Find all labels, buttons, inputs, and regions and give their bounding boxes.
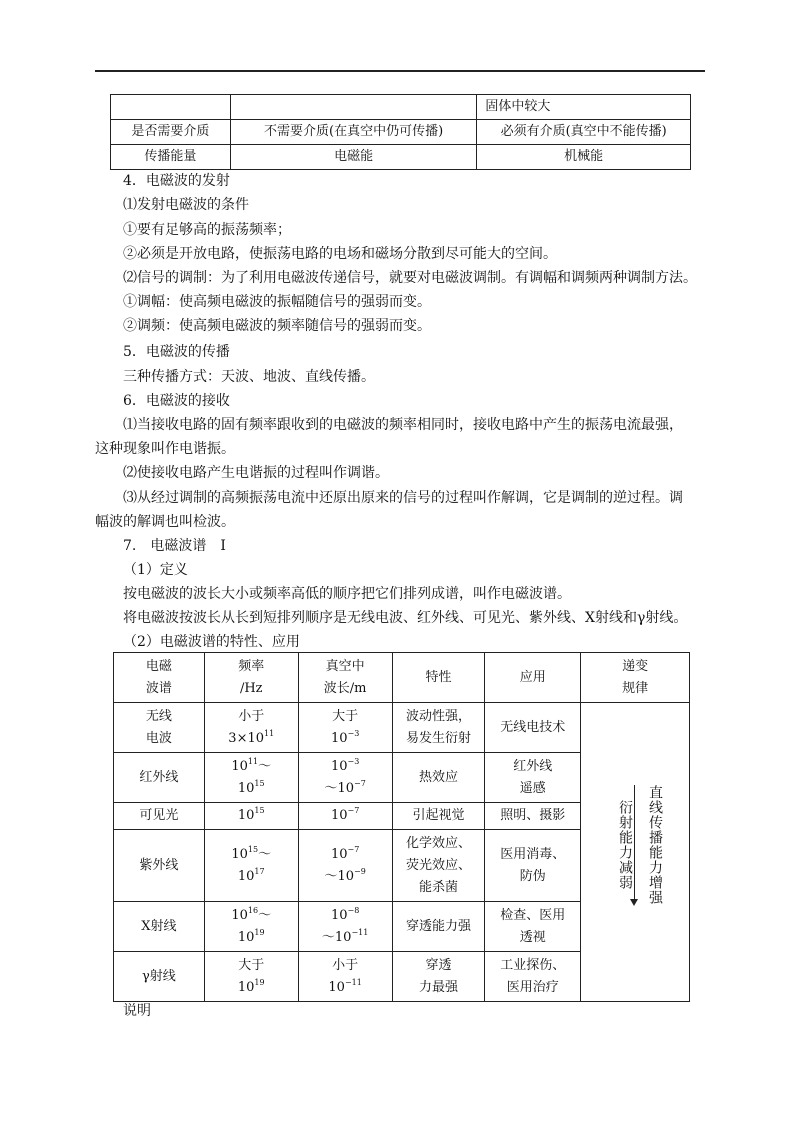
paragraph: 幅波的解调也叫检波。	[95, 514, 235, 530]
wavelength-cell: 大于 $10^{-3}$	[298, 703, 392, 753]
paragraph: 按电磁波的波长大小或频率高低的顺序把它们排列成谱，叫作电磁波谱。	[123, 586, 571, 602]
property-cell: 穿透能力强	[392, 902, 485, 952]
property-cell: 化学效应、 荧光效应、 能杀菌	[392, 830, 485, 902]
application-cell: 医用消毒、 防伪	[485, 830, 581, 902]
table-cell: 必须有介质(真空中不能传播)	[477, 120, 691, 145]
frequency-cell: $10^{15}$	[204, 803, 298, 830]
table-cell: 不需要介质(在真空中仍可传播)	[230, 120, 477, 145]
wave-name-cell: γ射线	[114, 952, 205, 1002]
property-cell: 热效应	[392, 753, 485, 803]
paragraph: ⑵使接收电路产生电谐振的过程叫作调谐。	[123, 465, 389, 481]
table-row	[111, 120, 691, 145]
wavelength-cell: $10^{-7}$ $\sim 10^{-9}$	[298, 830, 392, 902]
section-title: 6．电磁波的接收	[123, 393, 230, 409]
header-cell: 频率 /Hz	[204, 653, 298, 703]
table-cell	[230, 95, 477, 120]
application-cell: 照明、摄影	[485, 803, 581, 830]
wave-name-cell: 无线 电波	[114, 703, 205, 753]
paragraph: ②调频：使高频电磁波的频率随信号的强弱而变。	[123, 318, 431, 334]
table-row	[111, 145, 691, 170]
paragraph: ②必须是开放电路，使振荡电路的电场和磁场分散到尽可能大的空间。	[123, 246, 557, 262]
paragraph: 这种现象叫作电谐振。	[95, 441, 235, 457]
table-cell: 机械能	[477, 145, 691, 170]
header-cell: 真空中 波长/m	[298, 653, 392, 703]
subsection-title: （2）电磁波谱的特性、应用	[123, 634, 300, 650]
table-cell	[111, 95, 231, 120]
section-title: 5．电磁波的传播	[123, 344, 230, 360]
frequency-cell: $10^{16}\sim$ $10^{19}$	[204, 902, 298, 952]
property-cell: 波动性强， 易发生衍射	[392, 703, 485, 753]
paragraph: ⑴发射电磁波的条件	[123, 197, 249, 213]
table-row	[111, 95, 691, 120]
trend-straight-line-text: 直线传播能力增强	[647, 785, 663, 905]
wavelength-cell: 小于 $10^{-11}$	[298, 952, 392, 1002]
header-cell: 电磁 波谱	[114, 653, 205, 703]
wave-name-cell: 可见光	[114, 803, 205, 830]
frequency-cell: 小于 $3\times 10^{11}$	[204, 703, 298, 753]
frequency-cell: $10^{15}\sim$ $10^{17}$	[204, 830, 298, 902]
wavelength-cell: $10^{-8}$ $\sim 10^{-11}$	[298, 902, 392, 952]
wavelength-cell: $10^{-7}$	[298, 803, 392, 830]
header-cell: 递变 规律	[581, 653, 690, 703]
section-title: 7. 电磁波谱 Ⅰ	[123, 538, 226, 554]
table-cell: 电磁能	[230, 145, 477, 170]
paragraph: ⑴当接收电路的固有频率跟收到的电磁波的频率相同时，接收电路中产生的振荡电流最强，	[123, 417, 683, 433]
application-cell: 检查、医用 透视	[485, 902, 581, 952]
spectrum-table	[113, 652, 690, 1002]
table-cell: 传播能量	[111, 145, 231, 170]
paragraph: ①要有足够高的振荡频率；	[123, 222, 291, 238]
paragraph: 三种传播方式：天波、地波、直线传播。	[123, 369, 375, 385]
frequency-cell: 大于 $10^{19}$	[204, 952, 298, 1002]
wave-name-cell: 红外线	[114, 753, 205, 803]
frequency-cell: $10^{11}\sim$ $10^{15}$	[204, 753, 298, 803]
trend-cell	[581, 703, 690, 1002]
wave-name-cell: X射线	[114, 902, 205, 952]
wavelength-cell: $10^{-3}$ $\sim 10^{-7}$	[298, 753, 392, 803]
header-rule	[95, 70, 705, 72]
note-label: 说明	[123, 1003, 151, 1019]
application-cell: 工业探伤、 医用治疗	[485, 952, 581, 1002]
paragraph: ⑶从经过调制的高频振荡电流中还原出原来的信号的过程叫作解调，它是调制的逆过程。调	[123, 490, 683, 506]
wave-name-cell: 紫外线	[114, 830, 205, 902]
property-cell: 穿透 力最强	[392, 952, 485, 1002]
trend-arrow	[634, 785, 635, 901]
comparison-table	[110, 94, 691, 170]
arrow-head-icon	[630, 899, 638, 906]
header-cell: 特性	[392, 653, 485, 703]
trend-diffraction-text: 衍射能力减弱	[617, 800, 633, 890]
table-header-row	[114, 653, 690, 703]
application-cell: 红外线 遥感	[485, 753, 581, 803]
paragraph: 将电磁波按波长从长到短排列顺序是无线电波、红外线、可见光、紫外线、X射线和γ射线。	[123, 610, 688, 626]
table-cell: 固体中较大	[477, 95, 691, 120]
table-row	[114, 703, 690, 753]
paragraph: ⑵信号的调制：为了利用电磁波传递信号，就要对电磁波调制。有调幅和调频两种调制方法。	[123, 270, 697, 286]
paragraph: ①调幅：使高频电磁波的振幅随信号的强弱而变。	[123, 294, 431, 310]
section-title: 4．电磁波的发射	[123, 173, 230, 189]
header-cell: 应用	[485, 653, 581, 703]
subsection-title: （1）定义	[123, 562, 188, 578]
application-cell: 无线电技术	[485, 703, 581, 753]
table-cell: 是否需要介质	[111, 120, 231, 145]
property-cell: 引起视觉	[392, 803, 485, 830]
